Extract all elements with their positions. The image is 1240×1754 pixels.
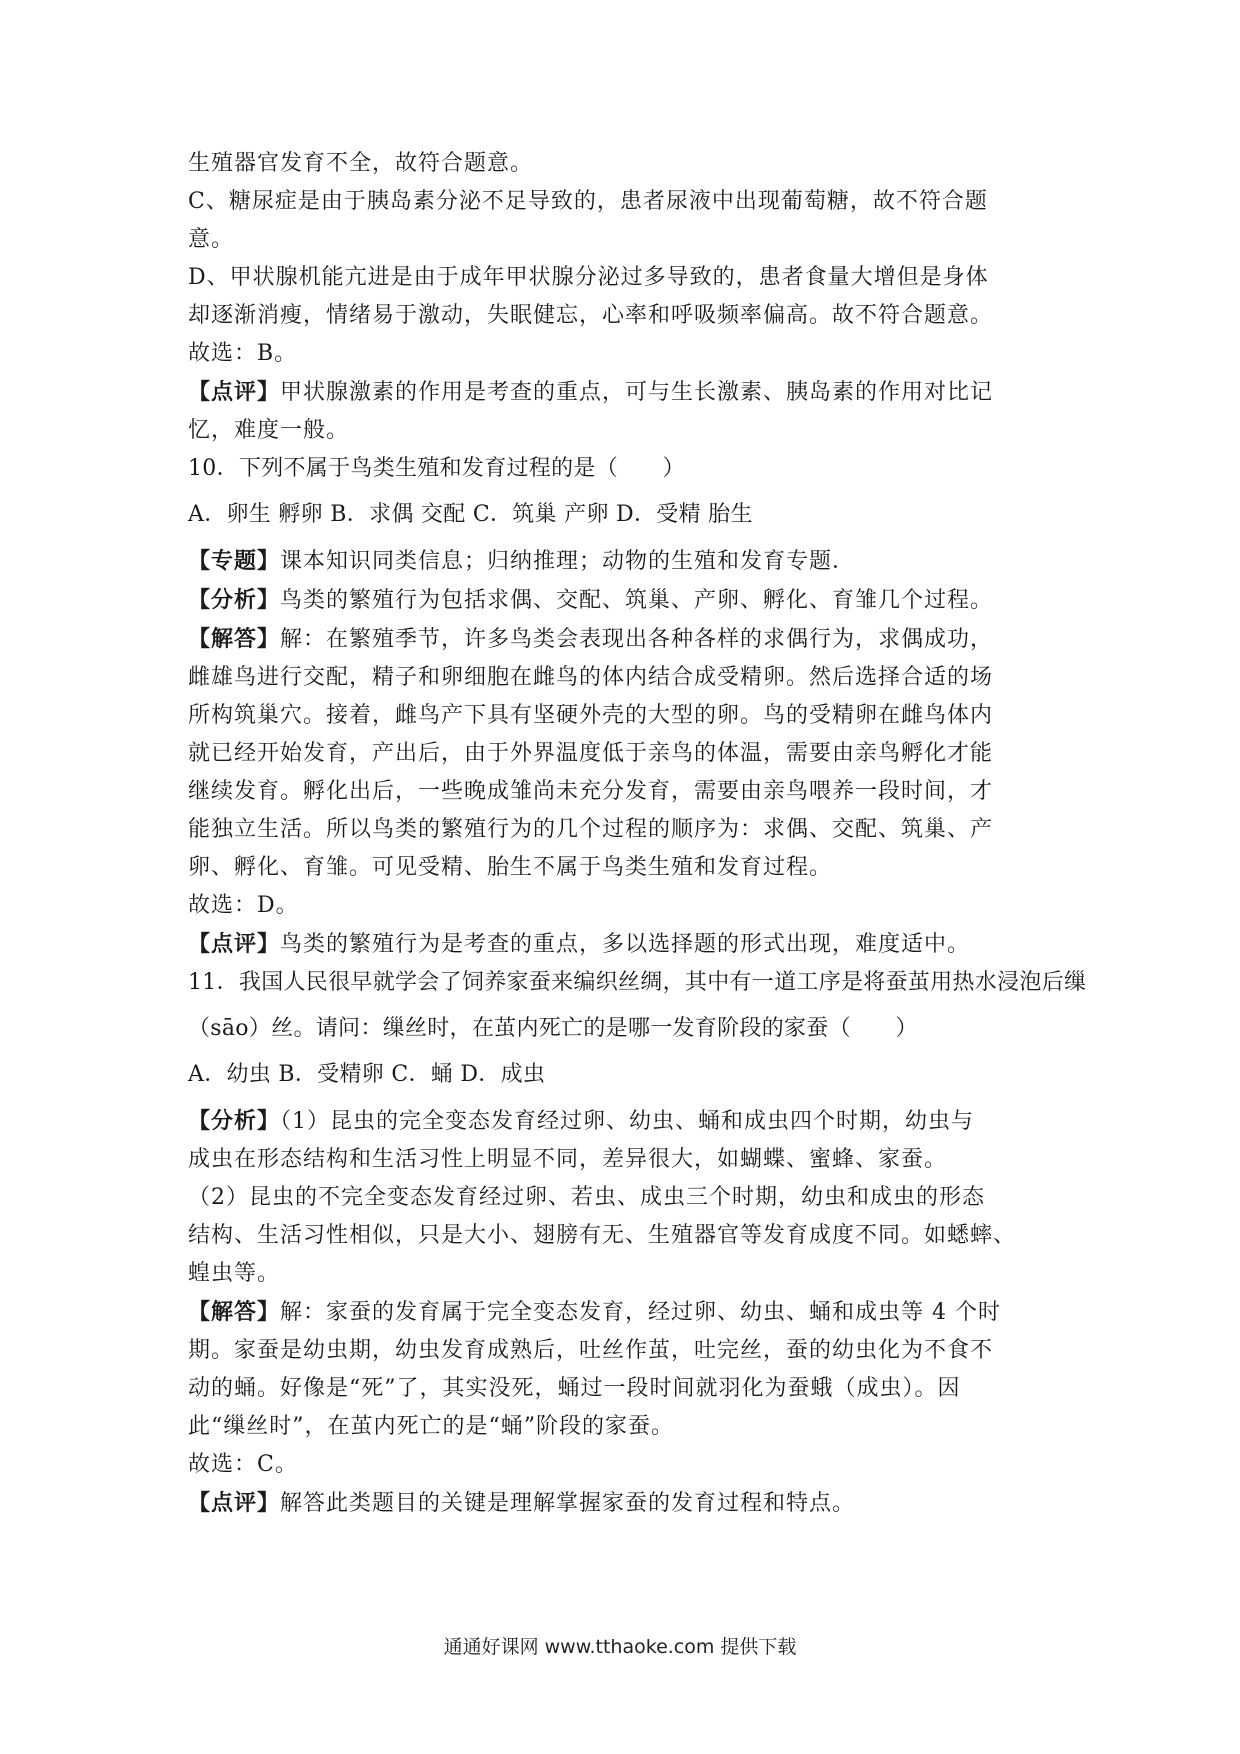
- analysis-paragraph: [188, 581, 1068, 620]
- text-line: 解：在繁殖季节，许多鸟类会表现出各种各样的求偶行为，求偶成功，: [280, 627, 994, 652]
- question-stem: 11．我国人民很早就学会了饲养家蚕来编织丝绸，其中有一道工序是将蚕茧用热水浸泡后缫: [188, 970, 1087, 995]
- question-stem: （sāo）丝。请问：缫丝时，在茧内死亡的是哪一发育阶段的家蚕（ ）: [188, 1016, 918, 1041]
- section-tag-analysis: 【 分析 】: [188, 587, 280, 613]
- text-line: 动的蛹。好像是“死”了，其实没死，蛹过一段时间就羽化为蚕蛾（成虫）。因: [188, 1376, 961, 1401]
- section-tag-review: 【 点评 】: [188, 1490, 280, 1516]
- text-line: D、甲状腺机能亢进是由于成年甲状腺分泌过多导致的，患者食量大增但是身体: [188, 265, 989, 290]
- section-tag-analysis: 【 分析 】: [188, 1108, 280, 1134]
- review-paragraph: [188, 925, 1068, 964]
- question-options: A．幼虫 B．受精卵 C．蛹 D．成虫: [188, 1062, 546, 1087]
- analysis-paragraph: [188, 1102, 1068, 1141]
- answer-paragraph: [188, 620, 1068, 659]
- text-line: 所构筑巢穴。接着，雌鸟产下具有坚硬外壳的大型的卵。鸟的受精卵在雌鸟体内: [188, 703, 994, 728]
- text-line: 鸟类的繁殖行为包括求偶、交配、筑巢、产卵、孵化、育雏几个过程。: [280, 588, 994, 613]
- text-line: 蝗虫等。: [188, 1261, 281, 1286]
- topic-paragraph: [188, 542, 1068, 581]
- text-line: 忆，难度一般。: [188, 418, 350, 443]
- text-line: （2）昆虫的不完全变态发育经过卵、若虫、成虫三个时期，幼虫和成虫的形态: [188, 1185, 985, 1210]
- text-line: 却逐渐消瘦，情绪易于激动，失眠健忘，心率和呼吸频率偏高。故不符合题意。: [188, 303, 994, 328]
- text-line: 继续发育。孵化出后，一些晚成雏尚未充分发育，需要由亲鸟喂养一段时间，才: [188, 779, 994, 804]
- answer-paragraph: [188, 1293, 1068, 1332]
- text-line: （1）昆虫的完全变态发育经过卵、幼虫、蛹和成虫四个时期，幼虫与: [280, 1109, 975, 1134]
- section-tag-answer: 【 解答 】: [188, 1299, 280, 1325]
- section-tag-topic: 【 专题 】: [188, 548, 280, 574]
- text-line: 解：家蚕的发育属于完全变态发育，经过卵、幼虫、蛹和成虫等 4 个时: [280, 1300, 1002, 1325]
- section-tag-review: 【 点评 】: [188, 931, 280, 957]
- question-options: A．卵生 孵卵 B．求偶 交配 C．筑巢 产卵 D．受精 胎生: [188, 502, 753, 527]
- review-paragraph: [188, 373, 1068, 412]
- document-body: [188, 145, 1087, 1523]
- text-line: 意。: [188, 227, 235, 252]
- text-line: 解答此类题目的关键是理解掌握家蚕的发育过程和特点。: [280, 1491, 856, 1516]
- text-line: 能独立生活。所以鸟类的繁殖行为的几个过程的顺序为：求偶、交配、筑巢、产: [188, 817, 994, 842]
- text-line: 生殖器官发育不全，故符合题意。: [188, 151, 534, 176]
- text-line: 成虫在形态结构和生活习性上明显不同，差异很大，如蝴蝶、蜜蜂、家蚕。: [188, 1147, 948, 1172]
- text-line: 结构、生活习性相似，只是大小、翅膀有无、生殖器官等发育成度不同。如蟋蟀、: [188, 1223, 1017, 1248]
- text-line: 此“缫丝时”，在茧内死亡的是“蛹”阶段的家蚕。: [188, 1414, 674, 1439]
- text-line: 甲状腺激素的作用是考查的重点，可与生长激素、胰岛素的作用对比记: [280, 380, 994, 405]
- section-tag-answer: 【 解答 】: [188, 626, 280, 652]
- text-line: 故选：D。: [188, 893, 299, 918]
- text-line: 期。家蚕是幼虫期，幼虫发育成熟后，吐丝作茧，吐完丝，蚕的幼虫化为不食不: [188, 1338, 994, 1363]
- text-line: 雌雄鸟进行交配，精子和卵细胞在雌鸟的体内结合成受精卵。然后选择合适的场: [188, 665, 994, 690]
- text-line: 故选：C。: [188, 1452, 298, 1477]
- text-line: 课本知识同类信息；归纳推理；动物的生殖和发育专题．: [280, 549, 856, 574]
- text-line: 故选：B。: [188, 341, 298, 366]
- text-line: 就已经开始发育，产出后，由于外界温度低于亲鸟的体温，需要由亲鸟孵化才能: [188, 741, 994, 766]
- text-line: C、糖尿症是由于胰岛素分泌不足导致的，患者尿液中出现葡萄糖，故不符合题: [188, 189, 988, 214]
- page-footer: 通通好课网 www.tthaoke.com 提供下载: [443, 1636, 797, 1658]
- text-line: 鸟类的繁殖行为是考查的重点，多以选择题的形式出现，难度适中。: [280, 932, 971, 957]
- section-tag-review: 【 点评 】: [188, 379, 280, 405]
- question-stem: 10．下列不属于鸟类生殖和发育过程的是（ ）: [188, 456, 685, 481]
- text-line: 卵、孵化、育雏。可见受精、胎生不属于鸟类生殖和发育过程。: [188, 855, 833, 880]
- review-paragraph: [188, 1484, 1068, 1523]
